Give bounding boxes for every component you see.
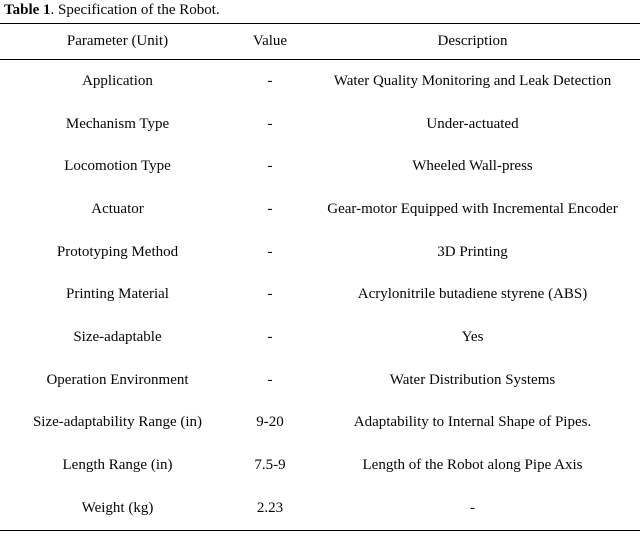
cell-parameter: Prototyping Method [56, 243, 179, 260]
table-row [0, 103, 640, 146]
table-row [0, 402, 640, 445]
cell-description: Length of the Robot along Pipe Axis [362, 457, 583, 474]
cell-parameter: Locomotion Type [64, 158, 171, 175]
table-caption [0, 0, 640, 23]
cell-value: - [267, 200, 273, 217]
cell-description: Adaptability to Internal Shape of Pipes. [353, 414, 592, 431]
cell-parameter: Mechanism Type [65, 115, 170, 132]
header-value: Value [252, 33, 288, 49]
cell-description: Gear-motor Equipped with Incremental Encoder [327, 200, 618, 217]
header-parameter: Parameter (Unit) [66, 33, 169, 49]
cell-value: - [267, 371, 273, 388]
specification-table [0, 23, 640, 531]
cell-value: - [267, 72, 273, 89]
cell-value: 9-20 [256, 414, 284, 431]
cell-description: Water Quality Monitoring and Leak Detection [333, 72, 612, 89]
cell-parameter: Application [82, 72, 153, 89]
table-row [0, 231, 640, 274]
table-row [0, 60, 640, 103]
cell-parameter: Operation Environment [46, 371, 189, 388]
table-row [0, 145, 640, 188]
cell-value: - [267, 158, 273, 175]
cell-value: 7.5-9 [254, 457, 286, 474]
table-row [0, 273, 640, 316]
cell-parameter: Printing Material [66, 286, 169, 303]
cell-parameter: Weight (kg) [81, 499, 154, 516]
cell-description: - [470, 499, 475, 516]
cell-parameter: Actuator [91, 200, 144, 217]
cell-parameter: Size-adaptable [73, 328, 162, 345]
cell-value: - [267, 243, 273, 260]
cell-parameter: Length Range (in) [62, 457, 173, 474]
table-row [0, 487, 640, 530]
table-caption-text: . Specification of the Robot. [50, 2, 220, 18]
table-row [0, 188, 640, 231]
table-caption-label: Table 1 [4, 2, 51, 18]
cell-description: Wheeled Wall-press [412, 158, 533, 175]
cell-value: 2.23 [256, 499, 284, 516]
cell-description: Acrylonitrile butadiene styrene (ABS) [357, 286, 588, 303]
table-row [0, 359, 640, 402]
table-row [0, 444, 640, 487]
cell-description: Water Distribution Systems [389, 371, 556, 388]
cell-parameter: Size-adaptability Range (in) [32, 414, 203, 431]
cell-description: 3D Printing [437, 243, 508, 260]
table-header-row [0, 24, 640, 60]
cell-description: Under-actuated [426, 115, 519, 132]
table-row [0, 316, 640, 359]
cell-value: - [267, 115, 273, 132]
cell-description: Yes [461, 328, 484, 345]
cell-value: - [267, 286, 273, 303]
cell-value: - [267, 328, 273, 345]
header-description: Description [437, 33, 508, 49]
